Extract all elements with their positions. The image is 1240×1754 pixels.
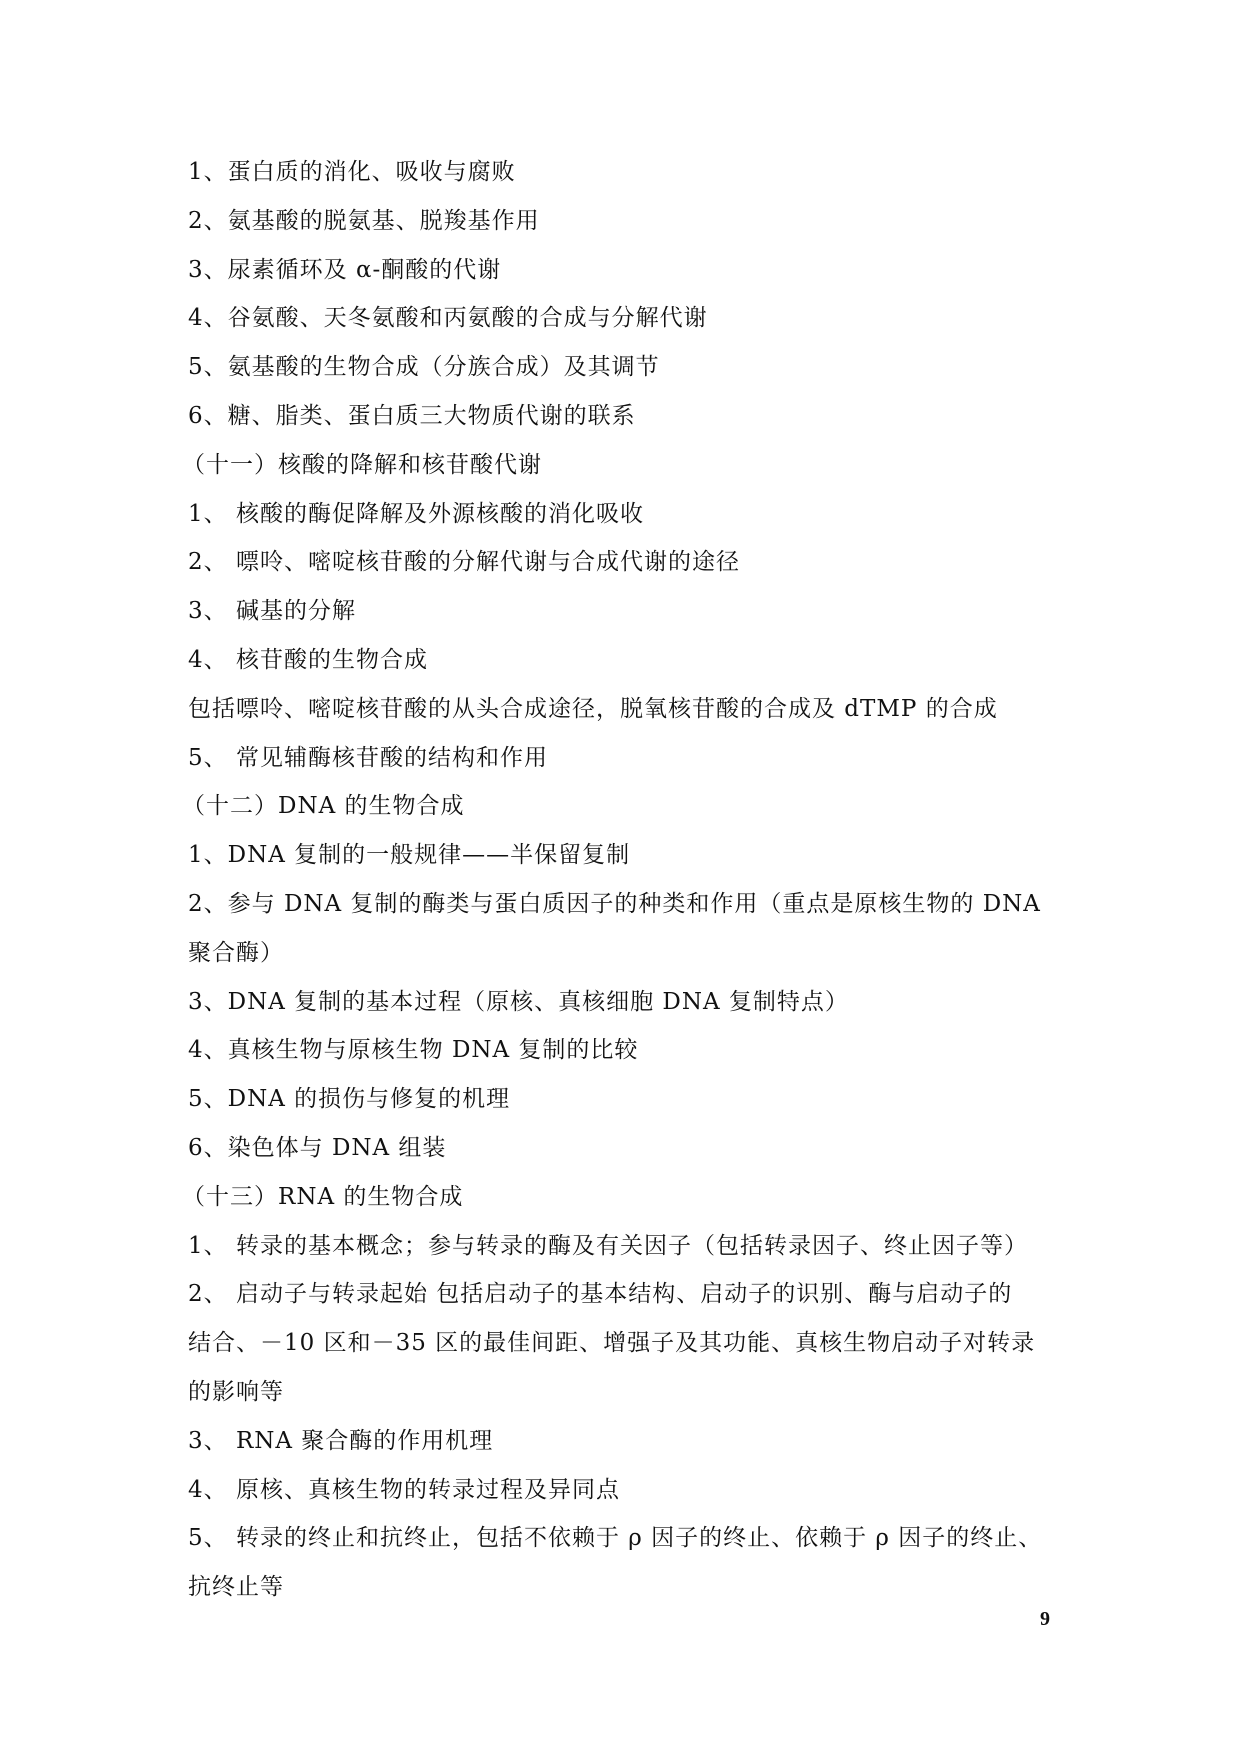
text-line: 的影响等 [188, 1378, 284, 1405]
text-line: 4、 核苷酸的生物合成 [188, 646, 428, 673]
text-line: 5、 转录的终止和抗终止，包括不依赖于 ρ 因子的终止、依赖于 ρ 因子的终止、 [188, 1525, 1043, 1552]
text-line: 抗终止等 [188, 1574, 284, 1601]
text-line: 1、 核酸的酶促降解及外源核酸的消化吸收 [188, 500, 644, 527]
text-line: 2、 嘌呤、嘧啶核苷酸的分解代谢与合成代谢的途径 [188, 549, 740, 576]
text-line: 1、蛋白质的消化、吸收与腐败 [188, 159, 516, 185]
text-line: 5、 常见辅酶核苷酸的结构和作用 [188, 744, 548, 771]
text-line: 聚合酶） [188, 939, 284, 966]
text-line: 2、 启动子与转录起始 包括启动子的基本结构、启动子的识别、酶与启动子的 [188, 1281, 1013, 1308]
text-line: 包括嘌呤、嘧啶核苷酸的从头合成途径，脱氧核苷酸的合成及 dTMP 的合成 [188, 695, 998, 722]
text-line: 3、DNA 复制的基本过程（原核、真核细胞 DNA 复制特点） [188, 988, 849, 1015]
section-heading-11: （十一）核酸的降解和核苷酸代谢 [182, 451, 542, 478]
text-line: 4、 原核、真核生物的转录过程及异同点 [188, 1476, 620, 1503]
text-line: 6、糖、脂类、蛋白质三大物质代谢的联系 [188, 402, 636, 429]
text-line: 结合、－10 区和－35 区的最佳间距、增强子及其功能、真核生物启动子对转录 [188, 1330, 1036, 1357]
text-line: 2、氨基酸的脱氨基、脱羧基作用 [188, 207, 540, 234]
text-line: 6、染色体与 DNA 组装 [188, 1134, 447, 1161]
section-heading-13: （十三）RNA 的生物合成 [182, 1183, 464, 1210]
text-line: 5、氨基酸的生物合成（分族合成）及其调节 [188, 354, 660, 381]
text-line: 1、DNA 复制的一般规律——半保留复制 [188, 842, 631, 869]
text-line: 5、DNA 的损伤与修复的机理 [188, 1086, 511, 1113]
page-number: 9 [1040, 1608, 1050, 1630]
text-line: 3、 RNA 聚合酶的作用机理 [188, 1427, 494, 1454]
text-line: 4、真核生物与原核生物 DNA 复制的比较 [188, 1037, 639, 1064]
text-line: 1、 转录的基本概念；参与转录的酶及有关因子（包括转录因子、终止因子等） [188, 1232, 1028, 1259]
text-line: 3、尿素循环及 α-酮酸的代谢 [188, 256, 502, 283]
text-line: 3、 碱基的分解 [188, 598, 356, 625]
text-line: 4、谷氨酸、天冬氨酸和丙氨酸的合成与分解代谢 [188, 305, 708, 332]
section-heading-12: （十二）DNA 的生物合成 [182, 793, 465, 820]
body-text [182, 148, 1068, 1612]
text-line: 2、参与 DNA 复制的酶类与蛋白质因子的种类和作用（重点是原核生物的 DNA [188, 890, 1041, 917]
